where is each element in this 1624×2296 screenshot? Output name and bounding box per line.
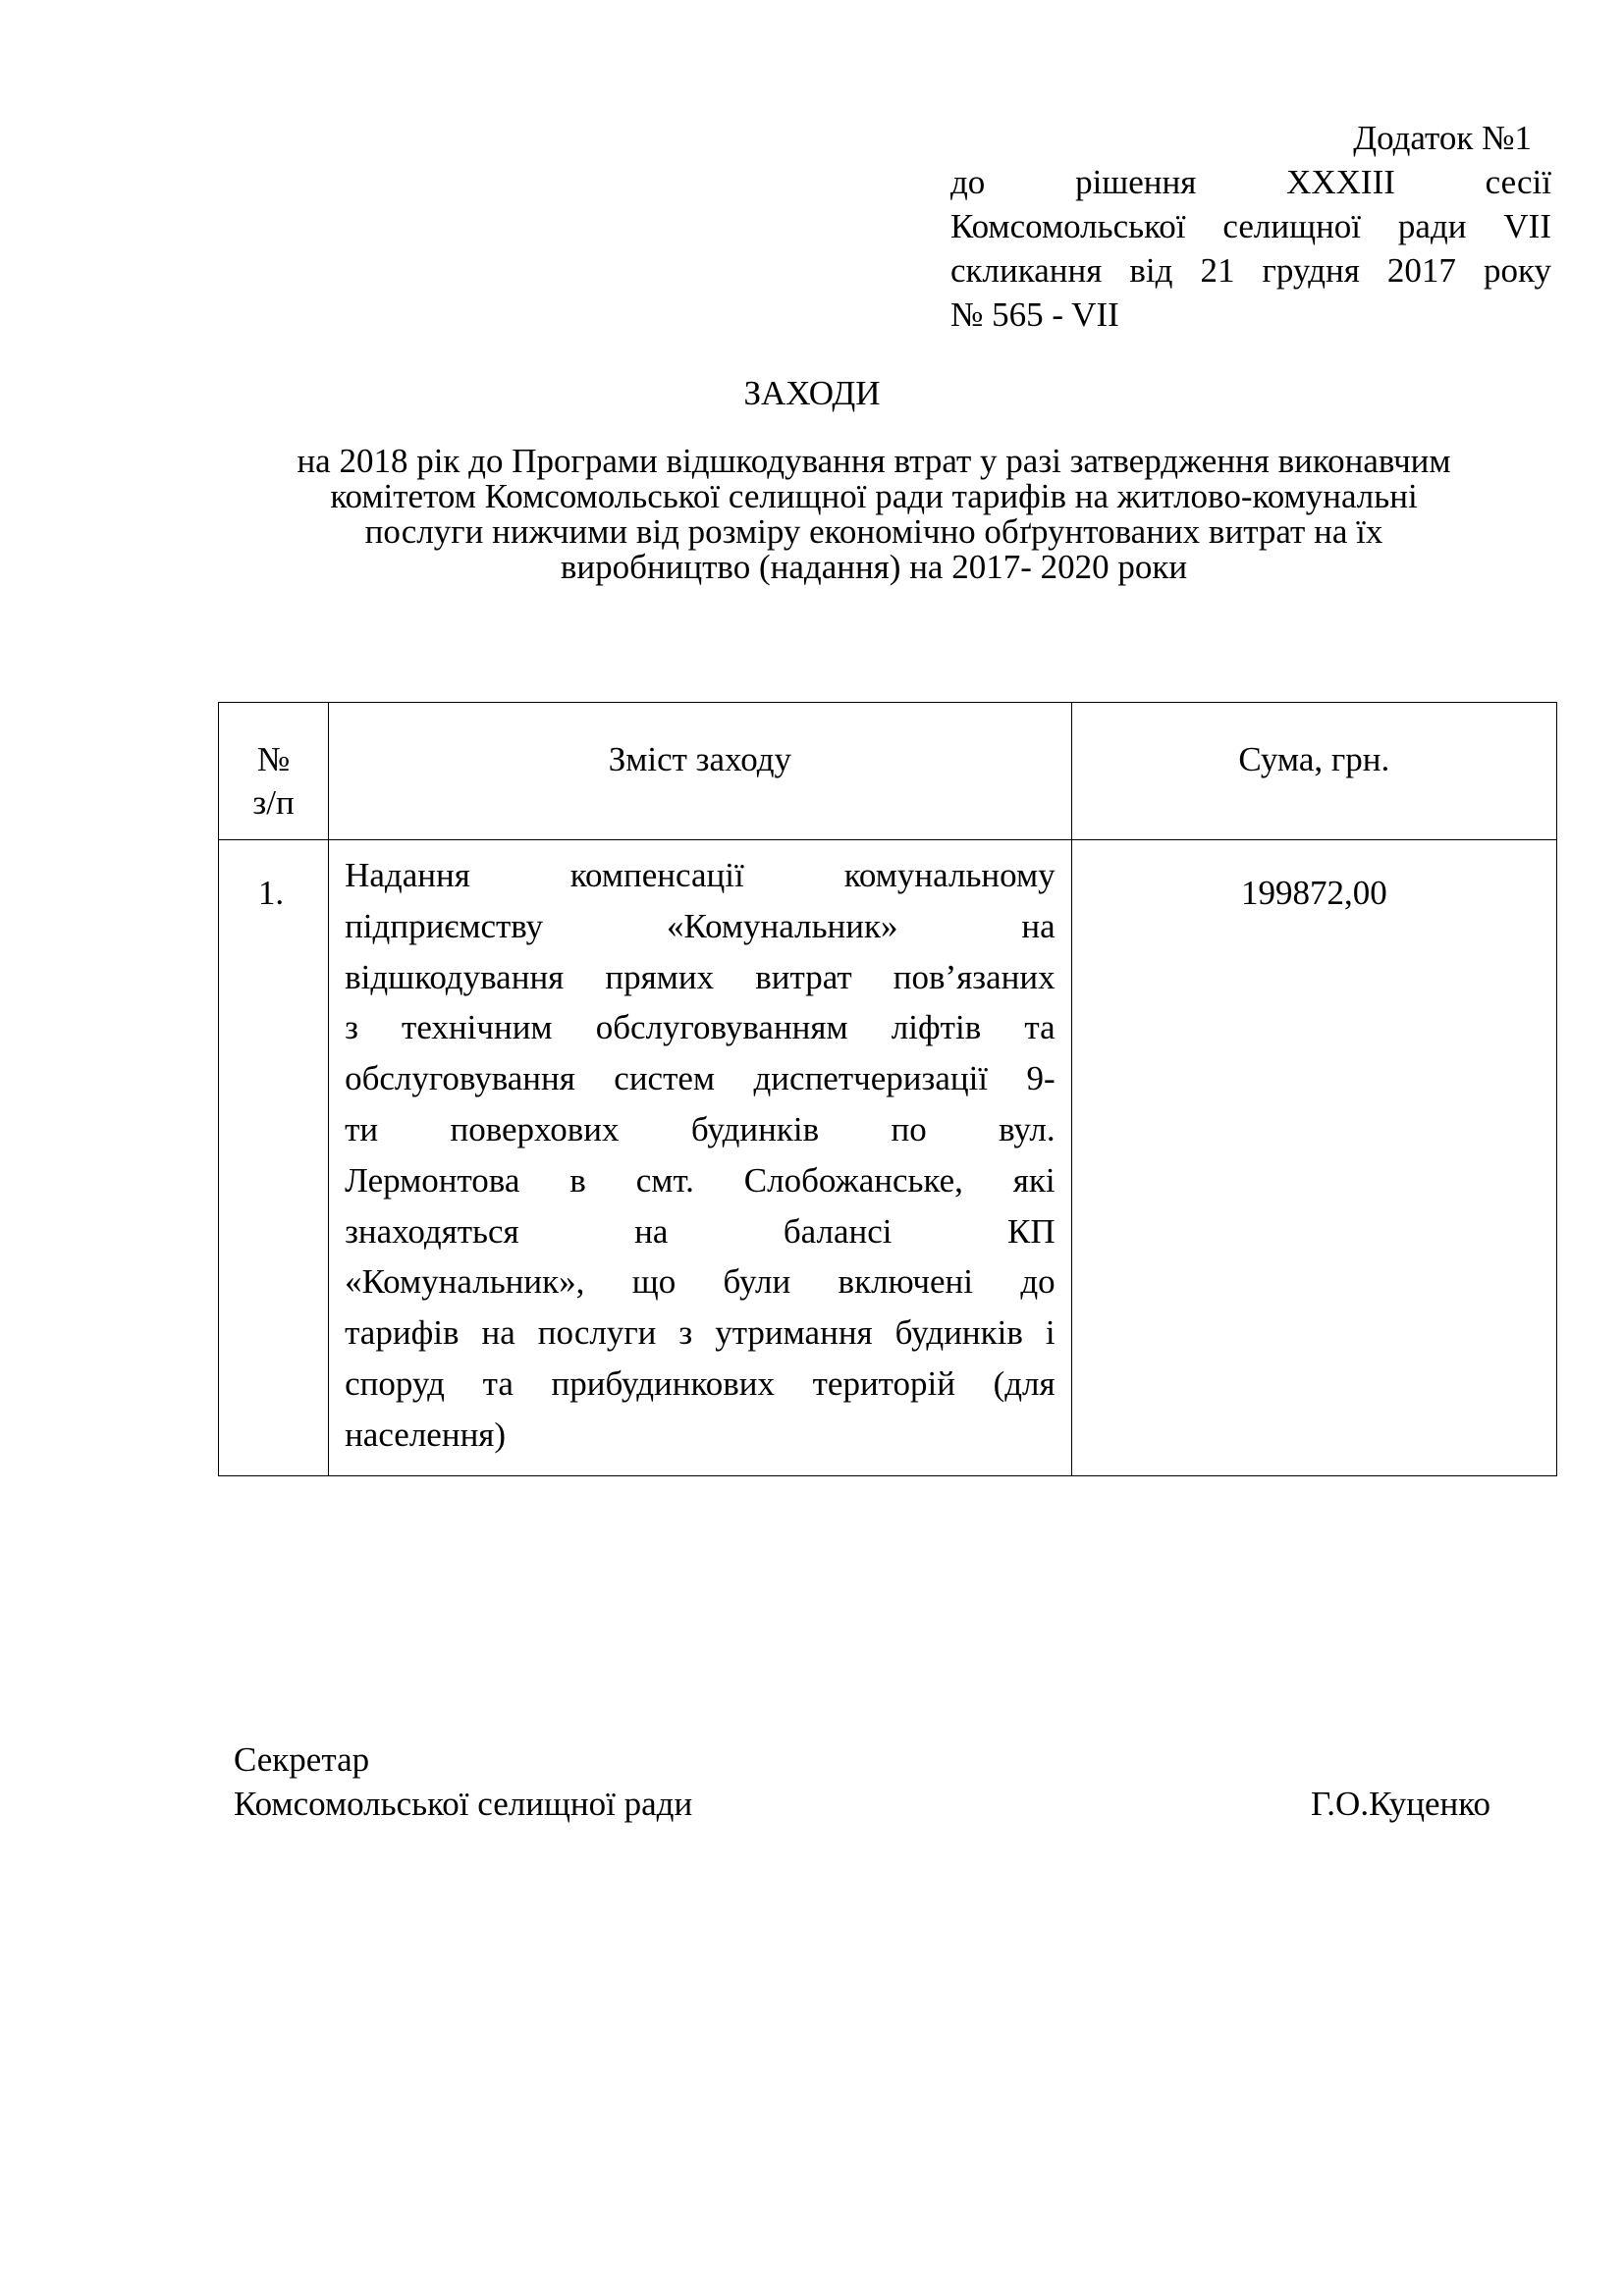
header-number-abbr: з/п	[252, 783, 295, 822]
row-number: 1.	[219, 840, 329, 1476]
addendum-title: Додаток №1	[1353, 119, 1532, 157]
content-line: відшкодування прямих витрат пов’язаних	[345, 957, 1056, 996]
document-subheading	[196, 444, 1551, 585]
content-line: підприємству «Комунальник» на	[345, 906, 1056, 945]
subheading-line: виробництво (надання) на 2017- 2020 роки	[560, 548, 1188, 586]
signature-row	[234, 1782, 1490, 1826]
content-line: населення)	[345, 1415, 507, 1454]
content-line: Надання компенсації комунальному	[345, 856, 1056, 894]
addendum-line: Комсомольської селищної ради VII	[950, 207, 1551, 245]
content-line: ти поверхових будинків по вул.	[345, 1109, 1056, 1148]
header-content: Зміст заходу	[329, 703, 1072, 840]
subheading-line: на 2018 рік до Програми відшкодування втрат у разі затвердження виконавчим	[297, 442, 1451, 480]
row-content	[329, 840, 1072, 1476]
content-line: обслуговування систем диспетчеризації 9-	[345, 1059, 1056, 1098]
addendum-line: № 565 - VII	[950, 295, 1119, 334]
content-line: знаходяться на балансі КП	[345, 1211, 1056, 1251]
content-line: з технічним обслуговуванням ліфтів та	[345, 1008, 1056, 1047]
signatory-title: Секретар	[234, 1740, 370, 1779]
table-header-row	[219, 703, 1557, 840]
signatory-name: Г.О.Куценко	[1311, 1785, 1490, 1823]
subheading-line: комітетом Комсомольської селищної ради тарифів на житлово-комунальні	[330, 477, 1418, 515]
addendum-line: скликання від 21 грудня 2017 року	[950, 251, 1551, 290]
content-line: «Комунальник», що були включені до	[345, 1262, 1056, 1302]
signature-block	[234, 1737, 1490, 1826]
addendum-line: до рішення XXXIII сесії	[950, 163, 1551, 201]
table-row	[219, 840, 1557, 1476]
row-sum: 199872,00	[1071, 840, 1556, 1476]
measures-table	[218, 702, 1557, 1476]
header-number-symbol: №	[256, 740, 291, 778]
header-sum: Сума, грн.	[1071, 703, 1556, 840]
document-heading: ЗАХОДИ	[743, 374, 881, 412]
content-line: Лермонтова в смт. Слобожанське, які	[345, 1160, 1056, 1200]
subheading-line: послуги нижчими від розміру економічно обґрунтованих витрат на їх	[364, 512, 1383, 551]
addendum-block	[950, 116, 1551, 337]
header-number	[219, 703, 329, 840]
content-line: споруд та прибудинкових територій (для	[345, 1363, 1056, 1403]
content-line: тарифів на послуги з утримання будинків і	[345, 1313, 1056, 1353]
signatory-organization: Комсомольської селищної ради	[234, 1785, 693, 1823]
